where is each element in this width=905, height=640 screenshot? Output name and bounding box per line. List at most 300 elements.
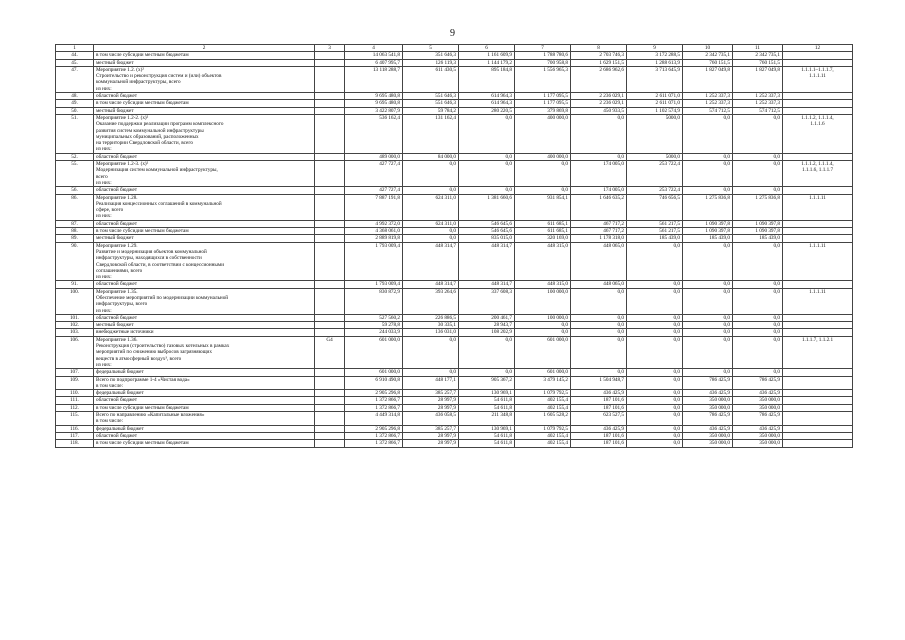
row-value: 2 236 029,1 — [571, 93, 627, 100]
row-value: 28 997,9 — [403, 432, 459, 439]
row-value: 30 335,1 — [403, 322, 459, 329]
row-value: 1 102 574,9 — [627, 107, 683, 114]
row-name: областной бюджет — [94, 432, 315, 439]
table-row — [56, 288, 853, 314]
row-reference — [783, 100, 853, 107]
row-total: 4 449 314,8 — [345, 412, 403, 426]
row-reference — [783, 412, 853, 426]
row-value: 350 000,0 — [733, 404, 783, 411]
table-row — [56, 220, 853, 227]
table-row — [56, 107, 853, 114]
column-header: 1 — [56, 45, 94, 52]
row-reference — [783, 314, 853, 321]
table-row — [56, 114, 853, 153]
row-value: 0,0 — [571, 369, 627, 376]
row-total: 601 000,0 — [345, 369, 403, 376]
row-value: 393 264,6 — [403, 288, 459, 314]
row-total: 427 727,4 — [345, 187, 403, 194]
row-value: 786 425,9 — [733, 412, 783, 426]
row-value: 0,0 — [733, 288, 783, 314]
row-reference: 1.1.1.11 — [783, 288, 853, 314]
table-row — [56, 281, 853, 288]
row-value: 700 958,8 — [515, 59, 571, 66]
row-value: 624 311,0 — [403, 194, 459, 220]
row-value: 1 177 095,5 — [515, 100, 571, 107]
column-header: 12 — [783, 45, 853, 52]
row-reference — [783, 440, 853, 447]
row-number: 112. — [56, 404, 94, 411]
row-reference: 1.1.1.1–1.1.1.7, 1.1.1.11 — [783, 66, 853, 92]
row-value: 0,0 — [403, 336, 459, 368]
row-number: 45. — [56, 59, 94, 66]
row-name: в том числе субсидии местным бюджетам — [94, 100, 315, 107]
row-value: 551 646,3 — [403, 93, 459, 100]
row-value: 0,0 — [627, 288, 683, 314]
row-value: 0,0 — [515, 187, 571, 194]
row-total: 1 793 009,4 — [345, 242, 403, 281]
row-value: 436 058,5 — [403, 412, 459, 426]
row-total: 2 905 296,8 — [345, 425, 403, 432]
row-value: 28 943,7 — [459, 322, 515, 329]
row-value: 467 717,2 — [571, 220, 627, 227]
row-value: 350 000,0 — [733, 397, 783, 404]
row-value: 0,0 — [627, 404, 683, 411]
row-value: 402 155,4 — [515, 404, 571, 411]
row-name: местный бюджет — [94, 235, 315, 242]
row-value: 436 425,9 — [683, 425, 733, 432]
table-row — [56, 336, 853, 368]
row-value: 1 252 337,3 — [683, 93, 733, 100]
row-value: 448 177,1 — [403, 376, 459, 390]
row-value: 0,0 — [627, 432, 683, 439]
row-total: 2 905 296,8 — [345, 390, 403, 397]
row-reference — [783, 376, 853, 390]
table-row — [56, 93, 853, 100]
row-value: 0,0 — [571, 153, 627, 160]
row-value: 448 314,7 — [403, 281, 459, 288]
row-value: 546 645,6 — [459, 228, 515, 235]
row-value: 1 381 660,6 — [459, 194, 515, 220]
row-value: 0,0 — [733, 329, 783, 336]
row-value: 0,0 — [733, 314, 783, 321]
row-value: 3 713 645,9 — [627, 66, 683, 92]
row-total: 1 372 866,7 — [345, 432, 403, 439]
column-header: 10 — [683, 45, 733, 52]
row-number: 44. — [56, 52, 94, 59]
row-number: 55. — [56, 161, 94, 187]
row-value: 760 151,5 — [683, 59, 733, 66]
row-value: 253 722,4 — [627, 187, 683, 194]
row-total: 7 887 191,8 — [345, 194, 403, 220]
row-number: 111. — [56, 397, 94, 404]
row-value: 467 717,2 — [571, 228, 627, 235]
row-value: 0,0 — [733, 369, 783, 376]
row-value: 546 645,6 — [459, 220, 515, 227]
row-reference: 1.1.1.11 — [783, 194, 853, 220]
column-header: 8 — [571, 45, 627, 52]
row-value: 1 646 635,2 — [571, 194, 627, 220]
row-value: 59 784,2 — [403, 107, 459, 114]
row-name: местный бюджет — [94, 107, 315, 114]
table-row — [56, 161, 853, 187]
row-total: 59 278,8 — [345, 322, 403, 329]
row-value: 835 015,0 — [459, 235, 515, 242]
row-value: 574 712,5 — [733, 107, 783, 114]
table-row — [56, 52, 853, 59]
row-reference — [783, 93, 853, 100]
row-value: 402 155,4 — [515, 440, 571, 447]
row-value: 0,0 — [683, 314, 733, 321]
row-value: 0,0 — [403, 161, 459, 187]
row-number: 49. — [56, 100, 94, 107]
row-value: 0,0 — [571, 114, 627, 153]
row-value: 561 217,5 — [627, 220, 683, 227]
row-number: 47. — [56, 66, 94, 92]
row-target — [315, 93, 345, 100]
table-row — [56, 153, 853, 160]
row-reference — [783, 369, 853, 376]
row-value: 385 257,7 — [403, 390, 459, 397]
row-value: 760 151,5 — [733, 59, 783, 66]
row-name: областной бюджет — [94, 220, 315, 227]
row-number: 89. — [56, 235, 94, 242]
row-total: 601 000,0 — [345, 336, 403, 368]
row-value: 0,0 — [459, 161, 515, 187]
row-value: 436 425,9 — [733, 390, 783, 397]
row-target — [315, 228, 345, 235]
row-value: 1 079 792,5 — [515, 425, 571, 432]
row-total: 1 372 866,7 — [345, 397, 403, 404]
row-value: 624 311,0 — [403, 220, 459, 227]
row-value: 402 155,4 — [515, 432, 571, 439]
row-value: 574 712,5 — [683, 107, 733, 114]
row-value: 0,0 — [403, 187, 459, 194]
row-value: 0,0 — [515, 161, 571, 187]
row-total: 527 560,2 — [345, 314, 403, 321]
row-reference — [783, 187, 853, 194]
row-name: в том числе субсидии местным бюджетам — [94, 228, 315, 235]
row-number: 90. — [56, 242, 94, 281]
row-value: 0,0 — [683, 187, 733, 194]
row-value: 400 000,0 — [515, 153, 571, 160]
row-value: 1 178 318,0 — [571, 235, 627, 242]
row-total: 14 063 541,8 — [345, 52, 403, 59]
table-row — [56, 369, 853, 376]
table-row — [56, 432, 853, 439]
row-value: 350 000,0 — [683, 397, 733, 404]
row-value: 0,0 — [571, 329, 627, 336]
row-value: 337 608,3 — [459, 288, 515, 314]
row-total: 1 372 866,7 — [345, 440, 403, 447]
row-number: 50. — [56, 107, 94, 114]
row-name: в том числе субсидии местным бюджетам — [94, 404, 315, 411]
row-number: 88. — [56, 228, 94, 235]
row-value: 350 000,0 — [683, 404, 733, 411]
row-value: 0,0 — [403, 228, 459, 235]
row-name: областной бюджет — [94, 93, 315, 100]
row-value: 1 252 337,3 — [683, 100, 733, 107]
row-reference — [783, 228, 853, 235]
row-value: 895 184,8 — [459, 66, 515, 92]
table-row — [56, 235, 853, 242]
row-number: 103. — [56, 329, 94, 336]
column-header: 9 — [627, 45, 683, 52]
column-header: 2 — [94, 45, 315, 52]
row-target — [315, 425, 345, 432]
row-value: 1 827 049,8 — [733, 66, 783, 92]
row-value: 1 144 179,2 — [459, 59, 515, 66]
row-target — [315, 107, 345, 114]
row-name: федеральный бюджет — [94, 425, 315, 432]
row-value: 350 000,0 — [683, 432, 733, 439]
row-target — [315, 235, 345, 242]
row-total: 427 727,4 — [345, 161, 403, 187]
row-total: 9 695 480,8 — [345, 93, 403, 100]
row-target — [315, 369, 345, 376]
row-target — [315, 288, 345, 314]
row-name: областной бюджет — [94, 397, 315, 404]
row-total: 2 889 819,8 — [345, 235, 403, 242]
row-value: 0,0 — [627, 242, 683, 281]
row-value: 0,0 — [571, 314, 627, 321]
row-value: 0,0 — [403, 235, 459, 242]
row-value: 2 703 746,3 — [571, 52, 627, 59]
row-reference — [783, 432, 853, 439]
row-value: 0,0 — [627, 369, 683, 376]
row-value: 448 065,0 — [571, 281, 627, 288]
row-number: 116. — [56, 425, 94, 432]
row-value: 131 162,4 — [403, 114, 459, 153]
row-value: 1 090 397,8 — [683, 220, 733, 227]
row-reference — [783, 59, 853, 66]
row-value: 614 964,3 — [459, 100, 515, 107]
row-value: 3 172 288,5 — [627, 52, 683, 59]
row-value: 436 425,9 — [733, 425, 783, 432]
row-value: 108 202,9 — [459, 329, 515, 336]
row-value: 905 367,2 — [459, 376, 515, 390]
row-value: 187 101,6 — [571, 432, 627, 439]
row-value: 0,0 — [683, 322, 733, 329]
row-reference — [783, 425, 853, 432]
row-value: 448 065,0 — [571, 242, 627, 281]
row-value: 611 685,1 — [515, 220, 571, 227]
row-value: 0,0 — [571, 288, 627, 314]
row-number: 52. — [56, 153, 94, 160]
row-total: 830 872,9 — [345, 288, 403, 314]
row-target — [315, 397, 345, 404]
row-value: 0,0 — [683, 281, 733, 288]
table-row — [56, 322, 853, 329]
row-name: в том числе субсидии местным бюджетам — [94, 52, 315, 59]
row-value: 2 342 735,1 — [733, 52, 783, 59]
row-value: 5000,0 — [627, 153, 683, 160]
row-value: 200 461,7 — [459, 314, 515, 321]
row-value: 2 686 962,6 — [571, 66, 627, 92]
row-value: 1 275 836,8 — [683, 194, 733, 220]
row-value: 2 611 071,0 — [627, 100, 683, 107]
row-name: Мероприятие 1.36. Реконструкция (строительство) газовых котельных в рамках мероприятий по снижению выбросов загрязняющих веществ в атмосферный воздух³, всего из них: — [94, 336, 315, 368]
row-value: 0,0 — [459, 187, 515, 194]
row-value: 601 000,0 — [515, 369, 571, 376]
row-value: 0,0 — [733, 322, 783, 329]
row-value: 136 031,0 — [403, 329, 459, 336]
row-value: 0,0 — [683, 153, 733, 160]
row-reference: 1.1.1.2, 1.1.1.4, 1.1.1.6, 1.1.1.7 — [783, 161, 853, 187]
row-target — [315, 322, 345, 329]
row-number: 115. — [56, 412, 94, 426]
row-name: в том числе субсидии местным бюджетам — [94, 440, 315, 447]
table-row — [56, 194, 853, 220]
row-value: 2 611 071,0 — [627, 93, 683, 100]
row-reference — [783, 322, 853, 329]
row-target: G4 — [315, 336, 345, 368]
row-value: 1 288 613,9 — [627, 59, 683, 66]
row-reference — [783, 281, 853, 288]
row-value: 786 425,9 — [683, 376, 733, 390]
row-value: 1 090 397,8 — [683, 228, 733, 235]
row-value: 561 217,5 — [627, 228, 683, 235]
row-value: 0,0 — [683, 369, 733, 376]
row-value: 1 079 792,5 — [515, 390, 571, 397]
row-total: 489 000,0 — [345, 153, 403, 160]
row-value: 450 933,5 — [571, 107, 627, 114]
row-number: 86. — [56, 194, 94, 220]
row-total: 536 162,4 — [345, 114, 403, 153]
row-value: 0,0 — [627, 314, 683, 321]
row-value: 601 000,0 — [515, 336, 571, 368]
row-value: 2 236 029,1 — [571, 100, 627, 107]
row-value: 436 425,9 — [683, 390, 733, 397]
row-value: 130 969,1 — [459, 425, 515, 432]
row-target — [315, 100, 345, 107]
row-name: Мероприятие 1.29. Развитие и модернизация объектов коммунальной инфраструктуры, находящихся в собственности Свердловской области, в соответствии с концессионными соглашениями, всего из них: — [94, 242, 315, 281]
row-value: 0,0 — [683, 161, 733, 187]
row-value: 1 788 780,6 — [515, 52, 571, 59]
row-value: 0,0 — [627, 376, 683, 390]
row-target — [315, 314, 345, 321]
table-row — [56, 187, 853, 194]
row-number: 102. — [56, 322, 94, 329]
row-value: 0,0 — [515, 322, 571, 329]
row-value: 0,0 — [627, 440, 683, 447]
row-target — [315, 390, 345, 397]
row-name: внебюджетные источники — [94, 329, 315, 336]
table-row — [56, 242, 853, 281]
row-value: 611 685,1 — [515, 228, 571, 235]
row-value: 0,0 — [733, 242, 783, 281]
row-value: 1 556 965,3 — [515, 66, 571, 92]
row-value: 0,0 — [683, 288, 733, 314]
row-target — [315, 59, 345, 66]
row-name: Мероприятие 1.2. (x)² Строительство и реконструкция систем и (или) объектов коммунальной инфраструктуры, всего из них: — [94, 66, 315, 92]
column-header: 7 — [515, 45, 571, 52]
row-value: 0,0 — [627, 281, 683, 288]
row-value: 0,0 — [733, 153, 783, 160]
column-header: 5 — [403, 45, 459, 52]
row-value: 786 425,9 — [733, 376, 783, 390]
row-value: 1 177 095,5 — [515, 93, 571, 100]
financing-table — [55, 44, 853, 448]
row-value: 385 257,7 — [403, 425, 459, 432]
table-row — [56, 66, 853, 92]
row-value: 0,0 — [627, 322, 683, 329]
row-reference: 1.1.1.7, 1.1.2.1 — [783, 336, 853, 368]
table-row — [56, 59, 853, 66]
row-value: 5000,0 — [627, 114, 683, 153]
table-row — [56, 329, 853, 336]
row-target — [315, 376, 345, 390]
row-value: 28 997,9 — [403, 404, 459, 411]
row-name: Мероприятие 1.2-2. (x)² Оказание поддержки реализации программ комплексного развития систем коммунальной инфраструктуры муниципальных образований, расположенных на территории Свердловской области, всего из них: — [94, 114, 315, 153]
table-row — [56, 404, 853, 411]
row-target — [315, 220, 345, 227]
row-reference — [783, 107, 853, 114]
page-number: 9 — [450, 28, 455, 39]
table-row — [56, 425, 853, 432]
row-reference — [783, 329, 853, 336]
row-number: 56. — [56, 187, 94, 194]
row-value: 436 425,9 — [571, 390, 627, 397]
row-number: 109. — [56, 376, 94, 390]
row-value: 1 161 609,9 — [459, 52, 515, 59]
row-value: 448 314,7 — [459, 281, 515, 288]
row-value: 351 646,3 — [403, 52, 459, 59]
row-value: 0,0 — [459, 369, 515, 376]
row-number: 87. — [56, 220, 94, 227]
table-row — [56, 376, 853, 390]
row-target — [315, 440, 345, 447]
row-value: 350 000,0 — [733, 432, 783, 439]
row-name: областной бюджет — [94, 153, 315, 160]
row-value: 0,0 — [571, 336, 627, 368]
column-header: 3 — [315, 45, 345, 52]
row-value: 0,0 — [733, 161, 783, 187]
row-value: 931 854,1 — [515, 194, 571, 220]
row-value: 54 611,8 — [459, 397, 515, 404]
row-target — [315, 187, 345, 194]
row-value: 54 611,8 — [459, 432, 515, 439]
row-target — [315, 281, 345, 288]
row-value: 226 886,5 — [403, 314, 459, 321]
row-value: 1 827 049,8 — [683, 66, 733, 92]
row-reference — [783, 153, 853, 160]
row-value: 187 101,6 — [571, 440, 627, 447]
row-value: 0,0 — [459, 336, 515, 368]
row-number: 100. — [56, 288, 94, 314]
row-value: 611 430,5 — [403, 66, 459, 92]
row-name: областной бюджет — [94, 314, 315, 321]
row-value: 1 629 151,5 — [571, 59, 627, 66]
row-value: 185 439,0 — [733, 235, 783, 242]
row-value: 54 611,8 — [459, 404, 515, 411]
row-value: 185 439,0 — [627, 235, 683, 242]
row-value: 0,0 — [733, 114, 783, 153]
row-value: 0,0 — [515, 329, 571, 336]
row-value: 448 315,0 — [515, 281, 571, 288]
row-value: 0,0 — [627, 425, 683, 432]
row-value: 3 479 145,2 — [515, 376, 571, 390]
row-value: 379 869,8 — [515, 107, 571, 114]
row-reference — [783, 390, 853, 397]
row-name: местный бюджет — [94, 59, 315, 66]
row-value: 0,0 — [459, 114, 515, 153]
row-value: 746 656,5 — [627, 194, 683, 220]
row-value: 1 252 337,3 — [733, 100, 783, 107]
row-value: 1 252 337,3 — [733, 93, 783, 100]
row-name: областной бюджет — [94, 281, 315, 288]
row-value: 211 348,8 — [459, 412, 515, 426]
row-value: 174 005,0 — [571, 187, 627, 194]
